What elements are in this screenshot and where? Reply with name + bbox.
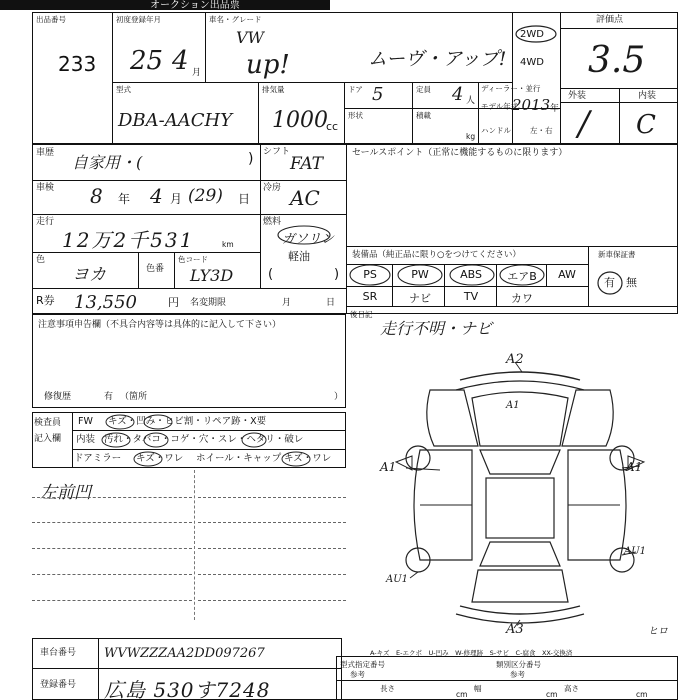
interior-value: C [636, 110, 656, 140]
color-code-label: 色コード [178, 255, 208, 264]
equipment-label: 装備品（純正品に限り○をつけてください） [352, 250, 521, 260]
capacity-value: 4 [452, 84, 464, 105]
first-registration-month: 4 [172, 46, 189, 76]
check-interior: 内装 [76, 434, 96, 445]
recycle-label: R券 [36, 294, 55, 307]
check-wheel-items: キズ・ワレ [284, 453, 332, 464]
check-fw-items: キズ・凹み・ヒビ割・リペア跡・X要 [108, 416, 267, 427]
interior-label: 内装 [638, 91, 657, 101]
diagram-mark-rear-left: AU1 [386, 574, 409, 585]
vehicle-diagram [360, 350, 680, 640]
height-unit: cm [636, 690, 648, 699]
notes-value: 走行不明・ナビ [380, 319, 493, 338]
inspection-month-unit: 月 [170, 192, 183, 206]
lot-label: 出品番号 [36, 15, 66, 24]
title-fragment: オークション出品票 [150, 0, 240, 11]
ac-value: AC [290, 186, 320, 210]
shift-label: シフト [263, 147, 291, 157]
inspection-year: 8 [90, 184, 103, 208]
handle-label: ハンドル [481, 126, 511, 135]
diagram-hood [472, 392, 568, 446]
warranty-yes: 有 [604, 276, 615, 289]
history-value: 自家用・( [72, 153, 143, 172]
check-interior-items: 汚れ・タバコ・コゲ・穴・スレ・ヘタリ・破レ [104, 434, 304, 445]
car-make: VW [236, 28, 264, 47]
equipment-circles [346, 262, 588, 288]
inspector-label: 検査員 [34, 418, 62, 428]
signature: ヒロ [648, 626, 668, 637]
fuel-value: ガソリン [282, 232, 335, 247]
diagram-mark-rear: A3 [506, 622, 524, 637]
displacement-label: 排気量 [262, 85, 285, 94]
equip-sr: SR [362, 290, 378, 303]
diagram-mark-hood: A1 [506, 400, 520, 411]
recycle-month-unit: 月 [282, 298, 292, 308]
class-label: 類別区分番号 [496, 660, 541, 669]
score-value: 3.5 [588, 40, 646, 81]
model-code-value: DBA-AACHY [118, 110, 233, 131]
equip-ps: PS [363, 268, 377, 281]
warranty-no: 無 [626, 276, 637, 289]
class-ref: 参考 [510, 670, 525, 679]
color-label: 色 [36, 255, 46, 265]
inspection-month: 4 [150, 184, 163, 208]
damage-legend: A-キズ E-エクボ U-凹み W-修理跡 S-サビ C-腐食 XX-交換済 [370, 649, 573, 657]
diagram-rear-bumper [460, 606, 580, 614]
vin-label: 車台番号 [40, 648, 77, 658]
recycle-reg-label: 名変期限 [190, 298, 227, 308]
doors-value: 5 [372, 84, 384, 105]
equip-leather: カワ [511, 292, 533, 305]
diagram-roof [486, 478, 554, 538]
width-unit: cm [546, 690, 558, 699]
model-year-label: モデル年式 [481, 102, 519, 111]
dealer-label: ディーラー・並行 [481, 84, 541, 93]
warranty-label: 新車保証書 [598, 250, 636, 259]
drive-2wd: 2WD [520, 29, 544, 40]
length-label: 長さ [380, 684, 395, 693]
diagram-rear-hatch [472, 570, 568, 602]
diagram-front-fender-left [427, 390, 478, 446]
diagram-front-fender-right [562, 390, 613, 446]
color-code-value: LY3D [190, 266, 234, 285]
equip-pw: PW [411, 268, 429, 281]
fuel-label: 燃料 [263, 217, 282, 227]
diagram-rear-window [480, 542, 560, 566]
history-label: 車歴 [36, 148, 55, 158]
fuel-circle [276, 224, 335, 247]
model-spec-ref: 参考 [350, 670, 365, 679]
length-unit: cm [456, 690, 468, 699]
recycle-unit: 円 [168, 296, 179, 309]
model-year-value: 2013 [512, 96, 551, 114]
check-circles [100, 412, 340, 468]
car-name-label: 車名・グレード [209, 15, 262, 24]
diagram-mark-left: A1 [380, 460, 397, 474]
inspector-sub: 記入欄 [34, 434, 62, 444]
check-mirror-items: キズ・ワレ [136, 453, 184, 464]
diagram-front-bumper [460, 372, 580, 380]
check-mirror: ドアミラー [74, 453, 122, 464]
color-value: ヨカ [72, 265, 106, 285]
registration-value: 広島 530す7248 [104, 678, 271, 700]
displacement-value: 1000 [272, 108, 328, 133]
diagram-windshield [480, 450, 560, 474]
drive-2wd-circle [514, 24, 558, 44]
diagram-mark-front: A2 [506, 352, 524, 367]
fuel-paren-open: ( [268, 267, 274, 282]
history-close: ) [248, 151, 254, 167]
repair-history-bracket: （箇所 [120, 392, 148, 402]
mileage-label: 走行 [36, 217, 55, 227]
repair-history-label: 修復歴 [44, 392, 72, 402]
load-label: 積載 [416, 111, 431, 120]
ac-label: 冷房 [263, 183, 282, 193]
recycle-value: 13,550 [74, 292, 137, 313]
lot-number: 233 [58, 52, 97, 76]
displacement-unit: cc [326, 120, 339, 133]
fuel-paren-close: ) [334, 267, 340, 282]
vin-value: WVWZZZAA2DD097267 [104, 646, 265, 661]
title-strip [0, 0, 330, 10]
sales-point-label: セールスポイント（正常に機能するものに限ります） [352, 148, 568, 158]
repair-history-close: ） [334, 392, 344, 402]
inspection-day-unit: 日 [238, 192, 251, 206]
color-no-label: 色番 [146, 264, 165, 274]
equip-navi: ナビ [409, 292, 431, 305]
capacity-label: 定員 [416, 85, 431, 94]
equip-tv: TV [463, 290, 479, 303]
exterior-value: / [578, 104, 590, 144]
shape-label: 形状 [348, 111, 363, 120]
car-grade: ムーヴ・アップ! [368, 48, 507, 70]
declaration-label: 注意事項申告欄（不具合内容等は具体的に記入して下さい） [38, 320, 282, 330]
diagram-mark-right: A1 [626, 460, 643, 474]
capacity-unit: 人 [466, 96, 476, 106]
mileage-value: 12万2千531 [62, 228, 195, 252]
equip-airbag: エアB [507, 270, 537, 283]
equip-aw: AW [558, 268, 576, 281]
car-model: up! [246, 50, 290, 80]
diagram-mark-rear-right: AU1 [624, 546, 647, 557]
first-registration-month-unit: 月 [192, 68, 202, 78]
model-year-unit: 年 [550, 104, 560, 114]
notes-label: 後日記 [350, 310, 373, 319]
first-registration-label: 初度登録年月 [116, 15, 161, 24]
score-label: 評価点 [596, 15, 624, 25]
mileage-unit: km [222, 240, 234, 249]
drive-4wd: 4WD [520, 57, 544, 68]
check-fw: FW [78, 416, 93, 427]
check-wheel: ホイール・キャップ [196, 453, 282, 464]
shift-value: FAT [290, 154, 324, 174]
height-label: 高さ [564, 684, 579, 693]
warranty-circle [596, 270, 624, 296]
doors-label: ドア [348, 85, 363, 94]
load-unit: kg [466, 132, 476, 141]
model-code-label: 型式 [116, 85, 131, 94]
registration-label: 登録番号 [40, 680, 77, 690]
inspection-label: 車検 [36, 183, 55, 193]
inspection-day: (29) [188, 186, 223, 206]
recycle-day-unit: 日 [326, 298, 336, 308]
exterior-label: 外装 [568, 91, 587, 101]
repair-history-yes: 有 [104, 392, 114, 402]
fuel-option: 軽油 [288, 250, 310, 263]
width-label: 幅 [474, 684, 482, 693]
first-registration-year: 25 [130, 46, 164, 76]
model-spec-label: 型式指定番号 [340, 660, 385, 669]
handle-options: 左・右 [530, 126, 553, 135]
inspection-year-unit: 年 [118, 192, 131, 206]
equip-abs: ABS [460, 268, 482, 281]
handwritten-note: 左前凹 [40, 483, 91, 503]
